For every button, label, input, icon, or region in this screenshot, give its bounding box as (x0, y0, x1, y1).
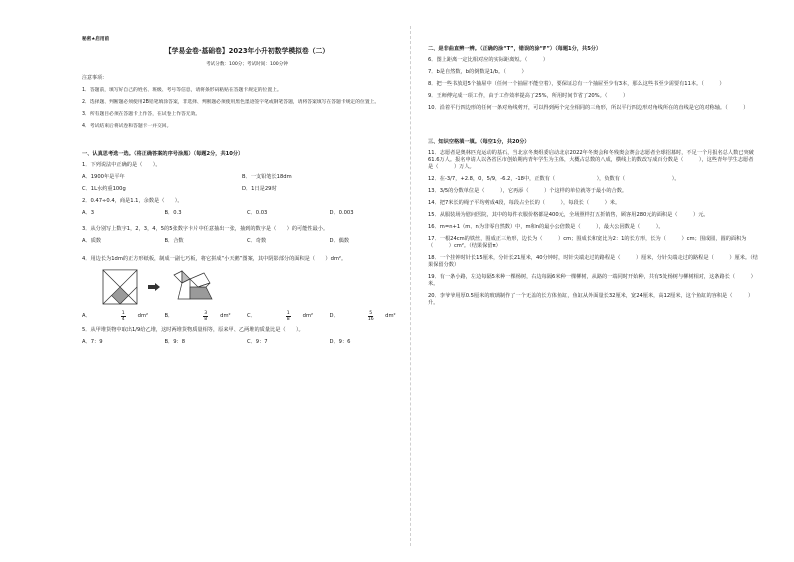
question-1: 1．下列说法中正确的是（ ）。 (82, 162, 161, 168)
option-d[interactable]: D．1日是29时 (242, 186, 277, 192)
notice-item: 1．答题前，填写好自己的姓名、班级、考号等信息，请将条形码粘贴在答题卡规定的位置上。 (82, 88, 282, 93)
question-4-options (82, 311, 412, 322)
right-column (428, 36, 758, 312)
question-16: 16．m=n+1（m、n为非零自然数）中，m和n的最小公倍数是（ ），最大公因数是（ ）。 (428, 224, 664, 230)
question-15: 15．从服装场为慰问医院，其中的每件衣服价格都是400元，全场照样打五折销售，顾客用280元的面积是（ ）元。 (428, 212, 709, 218)
option-a[interactable]: A．3 (82, 210, 95, 216)
question-3-options (82, 238, 412, 245)
tangram-swan-figure (170, 269, 216, 305)
question-2: 2．0.47÷0.4，商是1.1，余数是（ ）。 (82, 198, 183, 204)
fraction: $\frac{1}{8}$ (286, 311, 290, 322)
notice-item: 3．所有题目必须在答题卡上作答，在试卷上作答无效。 (82, 112, 201, 117)
question-6: 6．图上距离一定比相对应的实际距离短。（ ） (428, 57, 549, 63)
question-8: 8．把一些书放进5个抽屉中（任何一个抽屉不能空着），要保证总有一个抽屉至少有3本，那么这些书至少需要有11本。（ ） (428, 81, 725, 87)
question-12: 12．在-3/7，+2.8，0，5/9，-6.2，-18中，正数有（ ），负数有（ ）。 (428, 176, 680, 182)
question-2-options (82, 210, 412, 217)
option-c[interactable]: C．0.03 (247, 210, 268, 216)
option-b[interactable]: B．一支铅笔长18dm (242, 174, 292, 180)
option-c[interactable]: C．奇数 (247, 238, 267, 244)
question-3: 3．从分别写上数字1，2，3，4，5的5张数字卡片中任意抽出一张，抽到的数字是（ ）的可能性最小。 (82, 226, 329, 232)
exam-meta: 考试分数：100分；考试时间：100分钟 (206, 62, 288, 67)
fraction: $\frac{1}{4}$ (121, 311, 125, 322)
tangram-figures (102, 269, 412, 305)
option-letter: A． (82, 313, 91, 319)
option-letter: D． (329, 313, 339, 319)
option-d[interactable]: D． $\frac{5}{16}$ dm² (329, 311, 396, 322)
question-5-options (82, 339, 412, 346)
question-7: 7．b是自然数，b的倒数是1/b。（ ） (428, 69, 527, 75)
tangram-square-figure (102, 269, 138, 305)
option-d[interactable]: D．9：6 (329, 339, 351, 345)
option-letter: B． (164, 313, 174, 319)
notice-item: 2．选择题、判断题必须使用2B铅笔填涂答案，非选择、判断题必须使用黑色墨迹签字笔或钢笔答题，请将答案填写在答题卡规定的位置上。 (82, 100, 380, 105)
question-17: 17．一根24cm的铁丝，围成正三角形，边长为（ ）cm；围成长和宽比为2：1的长方形，长为（ ）cm；围成圆，圆的面积为（ ）cm²。（结果保留π） (428, 236, 747, 249)
notice-item: 4．考试结束后将试卷和答题卡一并交回。 (82, 124, 172, 129)
question-1-options-2 (82, 186, 412, 193)
left-column (82, 36, 412, 351)
question-20: 20．李爷爷用厚0.5厘米的玻璃制作了一个无盖的长方体鱼缸，鱼缸从外面量长32厘米，宽24厘米，高12厘米，这个鱼缸的容积是（ ）升。 (428, 293, 754, 306)
fraction: $\frac{5}{16}$ (367, 311, 374, 322)
section2-heading: 二、是非曲直辨一辨。（正确的涂“T”，错误的涂“F”）（每题1分，共5分） (428, 46, 602, 52)
option-b[interactable]: B． $\frac{3}{8}$ dm² (164, 311, 231, 322)
confidential-mark: 秘密★启用前 (82, 37, 110, 42)
option-b[interactable]: B．合数 (164, 238, 184, 244)
question-11: 11．志愿者是奥林匹克运动的基石，当北京冬奥组委启动北京2022年冬奥会和冬残奥会赛会志愿者全球招募时，不足一个月报名总人数已突破61.6万人。报名申请人以各省区市创始期内青年学生为主体，大概占总数的八成，横线上的数改写成百分数是（ ），这些青年学生志愿者是（ ）万人。 (428, 150, 754, 170)
question-1-options (82, 174, 412, 181)
section1-heading: 一、认真思考选一选。（将正确答案的序号涂黑）（每题2分，共10分） (82, 151, 244, 157)
fraction: $\frac{3}{8}$ (204, 311, 208, 322)
option-b[interactable]: B．9：8 (164, 339, 186, 345)
section3-heading: 三、知识空格填一填。（每空1分，共20分） (428, 139, 530, 145)
question-18: 18．一个挂钟时针长15厘米，分针长21厘米，40分钟时，时针尖端走过的路程是（ ）厘米，分针尖端走过的路程是（ ）厘米。（结果保留分数） (428, 255, 758, 268)
exam-title: 【学易金卷·基础卷】2023年小升初数学模拟卷（二） (164, 47, 330, 55)
question-10: 10．沿着平行四边形的任何一条对角线剪开，可以得到两个完全相同的三角形，所以平行四边形对角线所在的直线是它的对称轴。（ ） (428, 105, 749, 111)
notice-block (82, 75, 412, 130)
option-a[interactable]: A．7：9 (82, 339, 103, 345)
question-5: 5．从甲堆货物中取出1/9给乙堆，这时两堆货物质量相等，原来甲、乙两堆的质量比是（ ）。 (82, 327, 304, 333)
option-d[interactable]: D．0.003 (329, 210, 354, 216)
option-c[interactable]: C． $\frac{1}{8}$ dm² (247, 311, 314, 322)
question-14: 14．把7米长的绳子平均剪成4段，每段占全长的（ ），每段长（ ）米。 (428, 200, 621, 206)
option-a[interactable]: A． $\frac{1}{4}$ dm² (82, 311, 149, 322)
option-a[interactable]: A．1900年是平年 (82, 174, 125, 180)
option-c[interactable]: C．9：7 (247, 339, 268, 345)
option-d[interactable]: D．偶数 (329, 238, 350, 244)
question-9: 9．王师傅完成一项工作，由于工作效率提高了25%，所用时间节省了20%。（ ） (428, 93, 629, 99)
question-13: 13．3/5的分数单位是（ ），它再添（ ）个这样的单位就等于最小的合数。 (428, 188, 628, 194)
option-letter: C． (247, 313, 256, 319)
option-c[interactable]: C．1L水约重100g (82, 186, 126, 192)
option-a[interactable]: A．质数 (82, 238, 102, 244)
arrow-icon (148, 283, 160, 291)
question-4: 4．用边长为1dm的正方形纸板，制成一副七巧板，将它拼成“小天鹅”图案，其中阴影部分的面积是（ ）dm²。 (82, 256, 347, 262)
option-b[interactable]: B．0.3 (164, 210, 182, 216)
notice-title: 注意事项： (82, 75, 108, 81)
question-19: 19．有一条小路，左边每隔5米种一棵杨树，右边每隔6米种一棵柳树，从路的一端同时开始种，共有5处杨树与柳树相对，这条路长（ ）米。 (428, 274, 756, 287)
